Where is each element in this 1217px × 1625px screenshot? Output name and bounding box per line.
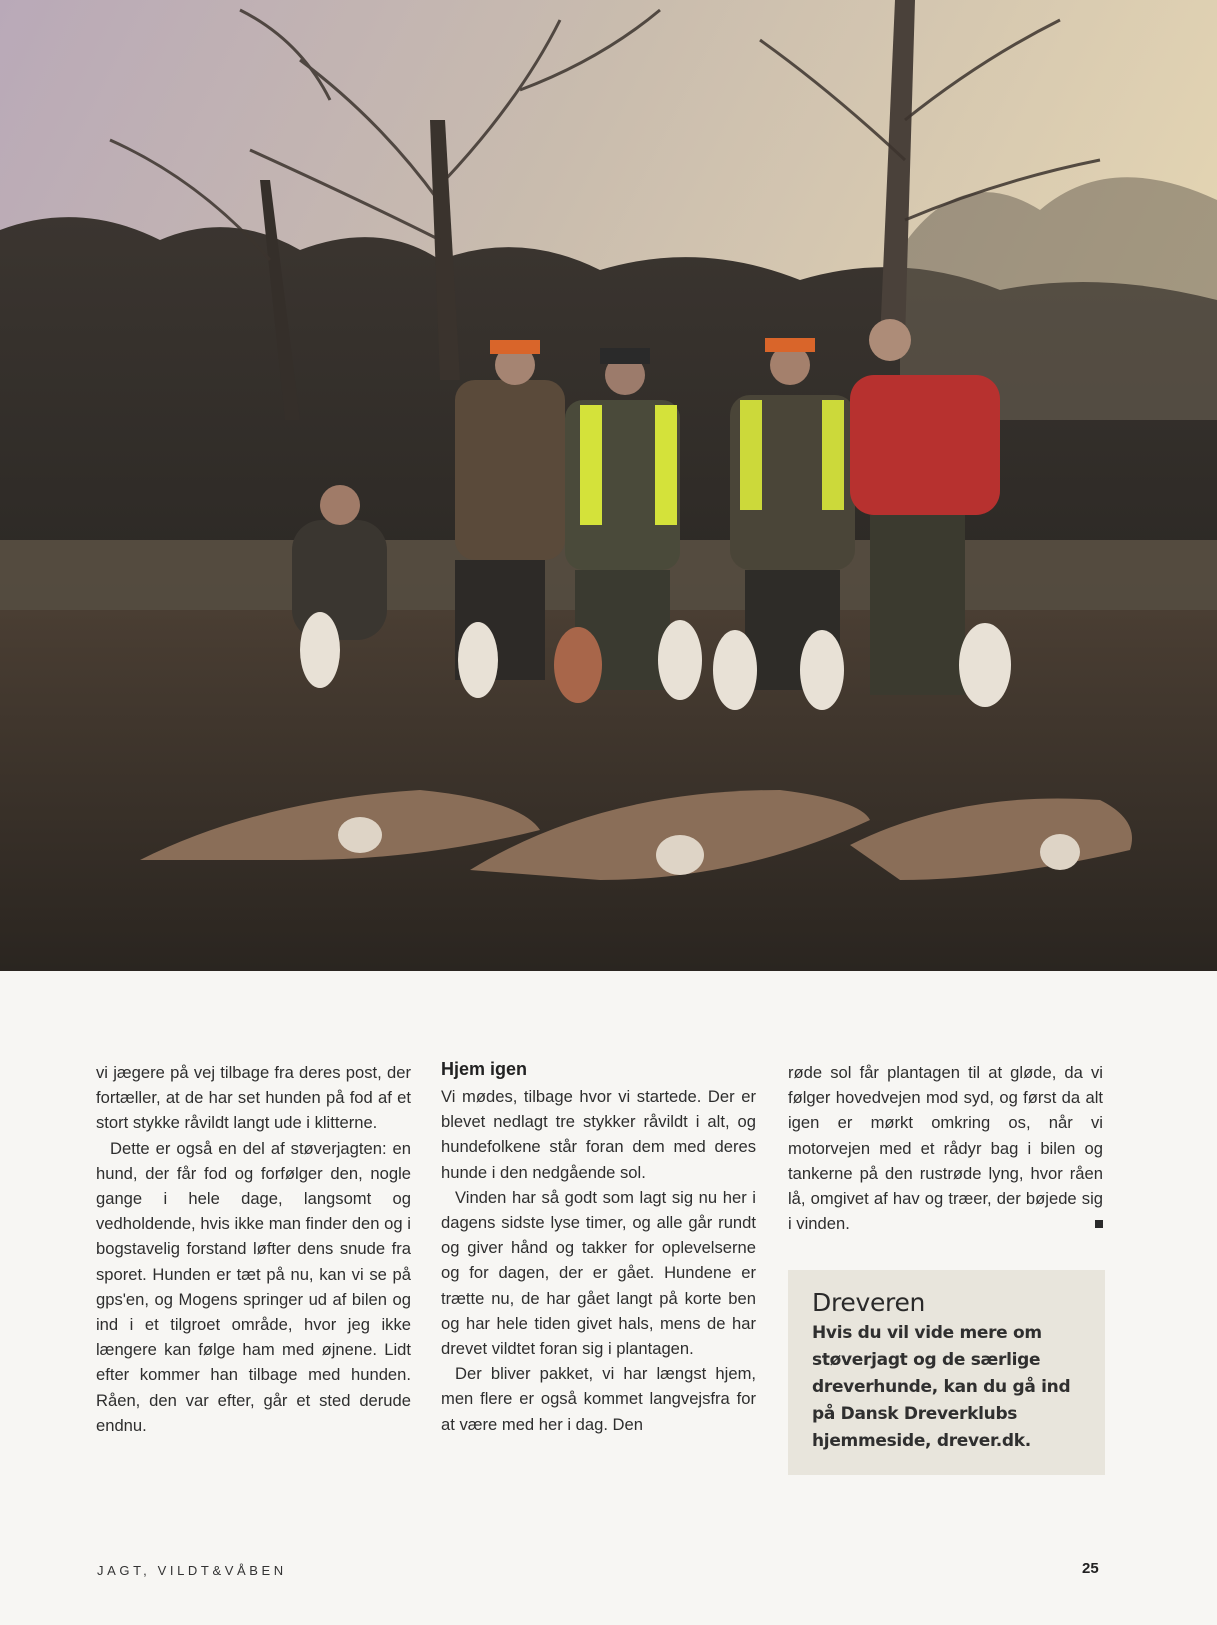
article-column-2 (441, 1084, 756, 1437)
paragraph: Dette er også en del af støverjagten: en hund, der får fod og forfølger den, nogle gange i hele dage, langsomt og vedholdende, hvis ikke man finder den og i bogstavelig forstand løfter dens snude fra sporet. Hunden er tæt på nu, kan vi se på gps'en, og Mogens springer ud af bilen og ind i et tilgroet område, hvor jeg ikke længere kan følge ham med øjnene. Lidt efter kommer han tilbage med hunden. Råen, den var efter, går et sted derude endnu. (96, 1138, 411, 1435)
paragraph: vi jægere på vej tilbage fra deres post, der fortæller, at de har set hunden på fod af et stort stykke råvildt langt ude i klitterne. (96, 1063, 411, 1133)
paragraph: Vinden har så godt som lagt sig nu her i dagens sidste lyse timer, og alle går rundt og giver hånd og takker for oplevelserne og for dagen, der er gået. Hundene er trætte nu, de har gået langt på korte ben og har hele tiden givet hals, mens de har drevet vildtet foran sig i plantagen. (441, 1187, 756, 1359)
paragraph-text: røde sol får plantagen til at gløde, da vi følger hovedvejen mod syd, og først da alt igen er mørkt omkring os, når vi motorvejen med et rådyr bag i bilen og tankerne på den rustrøde lyng, hvor råen lå, omgivet af hav og træer, der bøjede sig i vinden. (788, 1063, 1103, 1234)
fact-box-body: Hvis du vil vide mere om støverjagt og de særlige dreverhunde, kan du gå ind på Dansk Dreverklubs hjemmeside, drever.dk. (812, 1323, 1071, 1451)
paragraph: Vi mødes, tilbage hvor vi startede. Der er blevet nedlagt tre stykker råvildt i alt, og hundefolkene står foran dem med deres hunde i den nedgående sol. (441, 1087, 756, 1182)
section-heading: Hjem igen (441, 1059, 528, 1079)
end-of-article-mark (1095, 1220, 1103, 1228)
article-column-3 (788, 1060, 1103, 1236)
magazine-name: JAGT, VILDT&VÅBEN (97, 1563, 287, 1578)
fact-box (788, 1270, 1105, 1475)
fact-box-title: Dreveren (812, 1288, 926, 1317)
page-number: 25 (1082, 1560, 1099, 1577)
paragraph: Der bliver pakket, vi har længst hjem, men flere er også kommet langvejsfra for at være med her i dag. Den (441, 1364, 756, 1434)
article-column-1 (96, 1060, 411, 1438)
paragraph (788, 1060, 1103, 1236)
